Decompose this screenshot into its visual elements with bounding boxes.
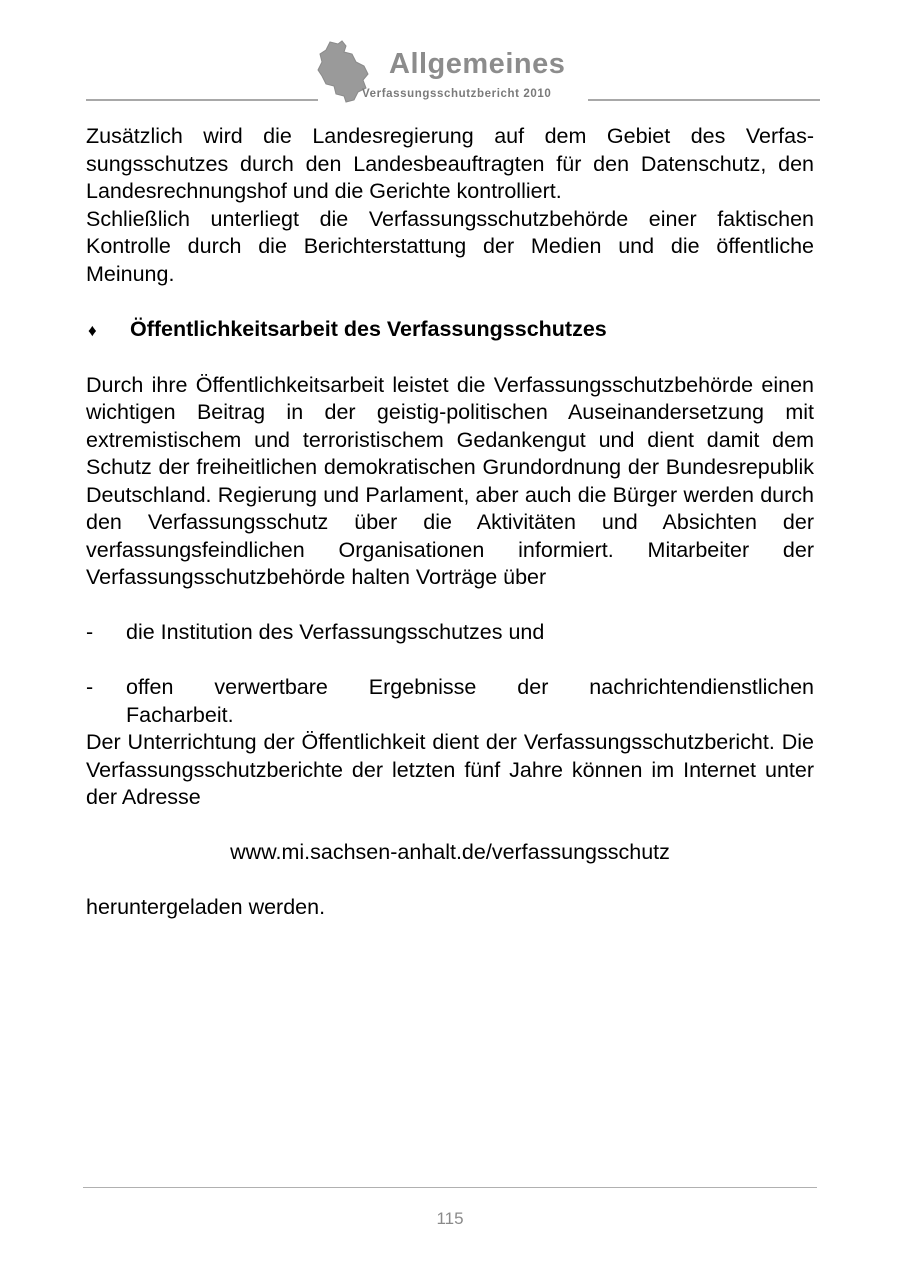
page-header <box>0 0 900 110</box>
header-rule-left <box>86 99 318 101</box>
list-item-text-continued: Facharbeit. <box>126 702 234 727</box>
list-marker: - <box>86 675 94 699</box>
list-item-text: die Institution des Verfassungsschutzes und <box>126 620 545 644</box>
header-title: Allgemeines <box>389 48 566 80</box>
header-rule-right <box>588 99 820 101</box>
paragraph-media-control: Schließlich unterliegt die Verfassungsschutzbehörde einer faktischen Kontrolle durch die Berichterstattung der Medien und die öffentliche Meinung. <box>86 206 814 286</box>
list-item-text: offen verwertbare Ergebnisse der nachrichtendienstlichen <box>126 675 814 699</box>
list-marker: - <box>86 620 94 644</box>
paragraph-public-relations: Durch ihre Öffentlichkeitsarbeit leistet die Verfassungsschutzbehörde einen wichtigen Beitrag in der geistig-politischen Auseinandersetzung mit extremistischem und terroristischem Gedankengut und dient damit dem Schutz der freiheitlichen demokratischen Grundordnung der Bundesrepublik Deutschland. Regierung und Parlament, aber auch die Bürger werden durch den Verfassungsschutz über die Aktivitäten und Absichten der verfassungsfeindlichen Organisationen informiert. Mitarbeiter der Verfassungsschutzbehörde halten Vorträge über <box>86 372 814 589</box>
header-subtitle: Verfassungsschutzbericht 2010 <box>362 88 552 100</box>
paragraph-report-info: Der Unterrichtung der Öffentlichkeit dient der Verfassungsschutzbericht. Die Verfassungsschutzberichte der letzten fünf Jahre können im Internet unter der Adresse <box>86 730 814 809</box>
list-item <box>86 619 814 647</box>
website-url: www.mi.sachsen-anhalt.de/verfassungsschutz <box>230 840 670 864</box>
paragraph-control: Zusätzlich wird die Landesregierung auf dem Gebiet des Verfassungsschutzes durch den Landesbeauftragten für den Datenschutz, den Landesrechnungshof und die Gerichte kontrolliert. <box>86 124 814 203</box>
footer-rule <box>83 1187 817 1188</box>
page-number: 115 <box>436 1209 464 1228</box>
paragraph-download: heruntergeladen werden. <box>86 895 326 919</box>
section-heading <box>86 316 814 345</box>
section-heading-text: Öffentlichkeitsarbeit des Verfassungsschutzes <box>130 316 607 341</box>
page-body <box>86 123 814 922</box>
list-item <box>86 674 814 729</box>
diamond-bullet-icon: ♦ <box>88 320 97 340</box>
